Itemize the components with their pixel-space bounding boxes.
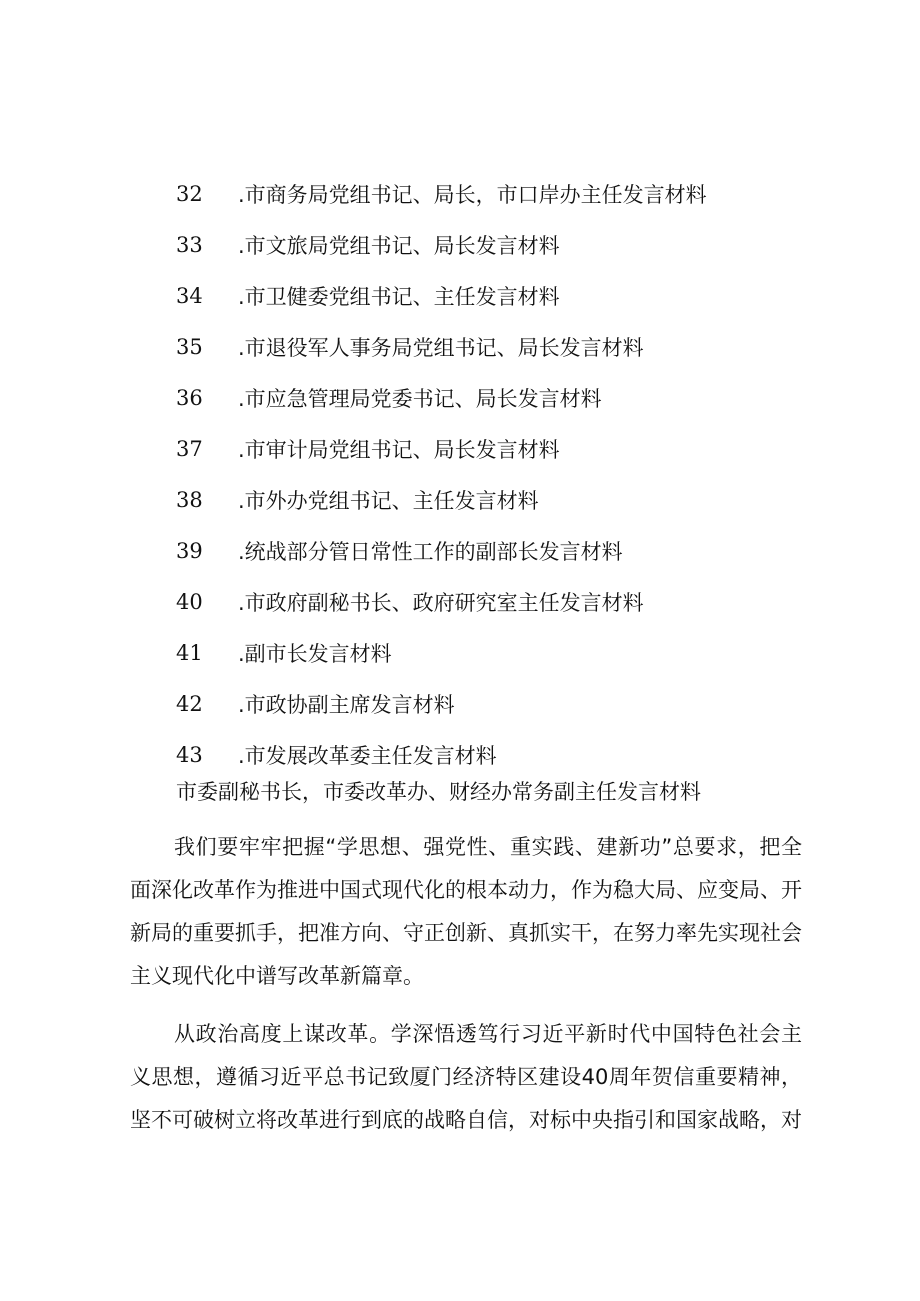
toc-item-title: .市审计局党组书记、局长发言材料 xyxy=(238,437,560,462)
toc-item-number: 37 xyxy=(176,436,203,461)
toc-item xyxy=(176,270,816,321)
table-of-contents xyxy=(176,168,816,780)
toc-item-title: .市退役军人事务局党组书记、局长发言材料 xyxy=(238,335,644,360)
toc-item xyxy=(176,525,816,576)
toc-item xyxy=(176,576,816,627)
body-paragraph: 我们要牢牢把握“学思想、强党性、重实践、建新功”总要求，把全面深化改革作为推进中国式现代化的根本动力，作为稳大局、应变局、开新局的重要抓手，把准方向、守正创新、真抓实干，在努力率先实现社会主义现代化中谱写改革新篇章。 xyxy=(130,835,802,988)
toc-item xyxy=(176,678,816,729)
toc-item-number: 41 xyxy=(176,640,203,665)
toc-item xyxy=(176,729,816,780)
toc-item-title: .市政府副秘书长、政府研究室主任发言材料 xyxy=(238,590,644,615)
toc-item-number: 40 xyxy=(176,589,203,614)
toc-item-title: .市发展改革委主任发言材料 xyxy=(238,743,497,768)
toc-item-number: 33 xyxy=(176,232,203,257)
section-heading: 市委副秘书长，市委改革办、财经办常务副主任发言材料 xyxy=(176,780,701,804)
toc-item-title: .市政协副主席发言材料 xyxy=(238,692,455,717)
body-paragraph: 从政治高度上谋改革。学深悟透笃行习近平新时代中国特色社会主义思想，遵循习近平总书记致厦门经济特区建设40周年贺信重要精神，坚不可破树立将改革进行到底的战略自信，对标中央指引和国家战略，对 xyxy=(130,1022,802,1132)
toc-item xyxy=(176,627,816,678)
toc-item xyxy=(176,219,816,270)
toc-item-title: .市商务局党组书记、局长，市口岸办主任发言材料 xyxy=(238,182,707,207)
toc-item-number: 38 xyxy=(176,487,203,512)
toc-item-title: .市卫健委党组书记、主任发言材料 xyxy=(238,284,560,309)
toc-item-number: 35 xyxy=(176,334,203,359)
toc-item-title: .市文旅局党组书记、局长发言材料 xyxy=(238,233,560,258)
toc-item-number: 32 xyxy=(176,181,203,206)
toc-item-title: .统战部分管日常性工作的副部长发言材料 xyxy=(238,539,623,564)
toc-item-number: 36 xyxy=(176,385,203,410)
toc-item xyxy=(176,168,816,219)
toc-item-number: 34 xyxy=(176,283,203,308)
toc-item-title: .市应急管理局党委书记、局长发言材料 xyxy=(238,386,602,411)
toc-item xyxy=(176,474,816,525)
toc-item-number: 43 xyxy=(176,742,203,767)
toc-item xyxy=(176,423,816,474)
toc-item-number: 42 xyxy=(176,691,203,716)
toc-item-title: .市外办党组书记、主任发言材料 xyxy=(238,488,539,513)
toc-item xyxy=(176,372,816,423)
toc-item-number: 39 xyxy=(176,538,203,563)
toc-item-title: .副市长发言材料 xyxy=(238,641,392,666)
toc-item xyxy=(176,321,816,372)
